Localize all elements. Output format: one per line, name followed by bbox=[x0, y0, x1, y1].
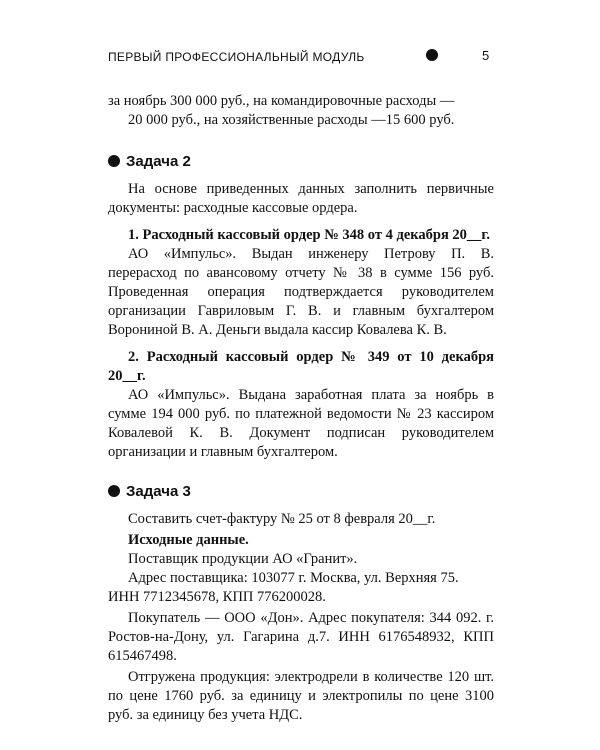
buyer-paragraph: Покупатель — ООО «Дон». Адрес покупателя: 344 092. г. Ростов-на-Дону, ул. Гагарина д.7. ИНН 6176548932, КПП 615467498. bbox=[108, 610, 494, 664]
source-data-label: Исходные данные. bbox=[128, 532, 249, 548]
order-348-heading: 1. Расходный кассовый ордер № 348 от 4 декабря 20__г. bbox=[128, 227, 490, 243]
intro-line-2: 20 000 руб., на хозяйственные расходы —15 600 руб. bbox=[128, 112, 455, 128]
shipment-paragraph: Отгружена продукция: электродрели в количестве 120 шт. по цене 1760 руб. за единицу и электропилы по цене 3100 руб. за единицу без учета НДС. bbox=[108, 669, 494, 723]
task-3-heading-text: Задача 3 bbox=[126, 483, 191, 500]
intro-paragraph bbox=[108, 92, 494, 130]
bullet-icon bbox=[108, 155, 120, 167]
task-3-section bbox=[108, 482, 494, 725]
task-3-intro: Составить счет-фактуру № 25 от 8 февраля 20__г. bbox=[128, 511, 436, 527]
intro-line-1: за ноябрь 300 000 руб., на командировочные расходы — bbox=[108, 93, 455, 109]
header-bullet-icon bbox=[426, 49, 438, 61]
order-349-heading: 2. Расходный кассовый ордер № 349 от 10 декабря 20__г. bbox=[108, 349, 494, 384]
task-2-intro: На основе приведенных данных заполнить первичные документы: расходные кассовые ордера. bbox=[108, 181, 494, 216]
page-number: 5 bbox=[482, 48, 490, 63]
task-2-heading bbox=[108, 152, 494, 171]
supplier-address: Адрес поставщика: 103077 г. Москва, ул. Верхняя 75. bbox=[128, 570, 459, 586]
order-349-text: АО «Импульс». Выдана заработная плата за ноябрь в сумме 194 000 руб. по платежной ведомости № 23 кассиром Ковалевой К. В. Документ подписан руководителем организации и главным бухгалтером. bbox=[108, 387, 494, 460]
task-2-section bbox=[108, 152, 494, 462]
order-348-text: АО «Импульс». Выдан инженеру Петрову П. В. перерасход по авансовому отчету № 38 в сумме 156 руб. Проведенная операция подтверждается руководителем организации Гавриловым Г. В. и главным бухгалтером Ворониной В. А. Деньги выдала кассир Ковалева К. В. bbox=[108, 246, 494, 338]
running-header-title: ПЕРВЫЙ ПРОФЕССИОНАЛЬНЫЙ МОДУЛЬ bbox=[108, 50, 365, 64]
task-3-heading bbox=[108, 482, 494, 501]
supplier-line: Поставщик продукции АО «Гранит». bbox=[128, 551, 358, 567]
task-2-heading-text: Задача 2 bbox=[126, 153, 191, 170]
bullet-icon bbox=[108, 485, 120, 497]
supplier-ids: ИНН 7712345678, КПП 776200028. bbox=[108, 589, 326, 605]
